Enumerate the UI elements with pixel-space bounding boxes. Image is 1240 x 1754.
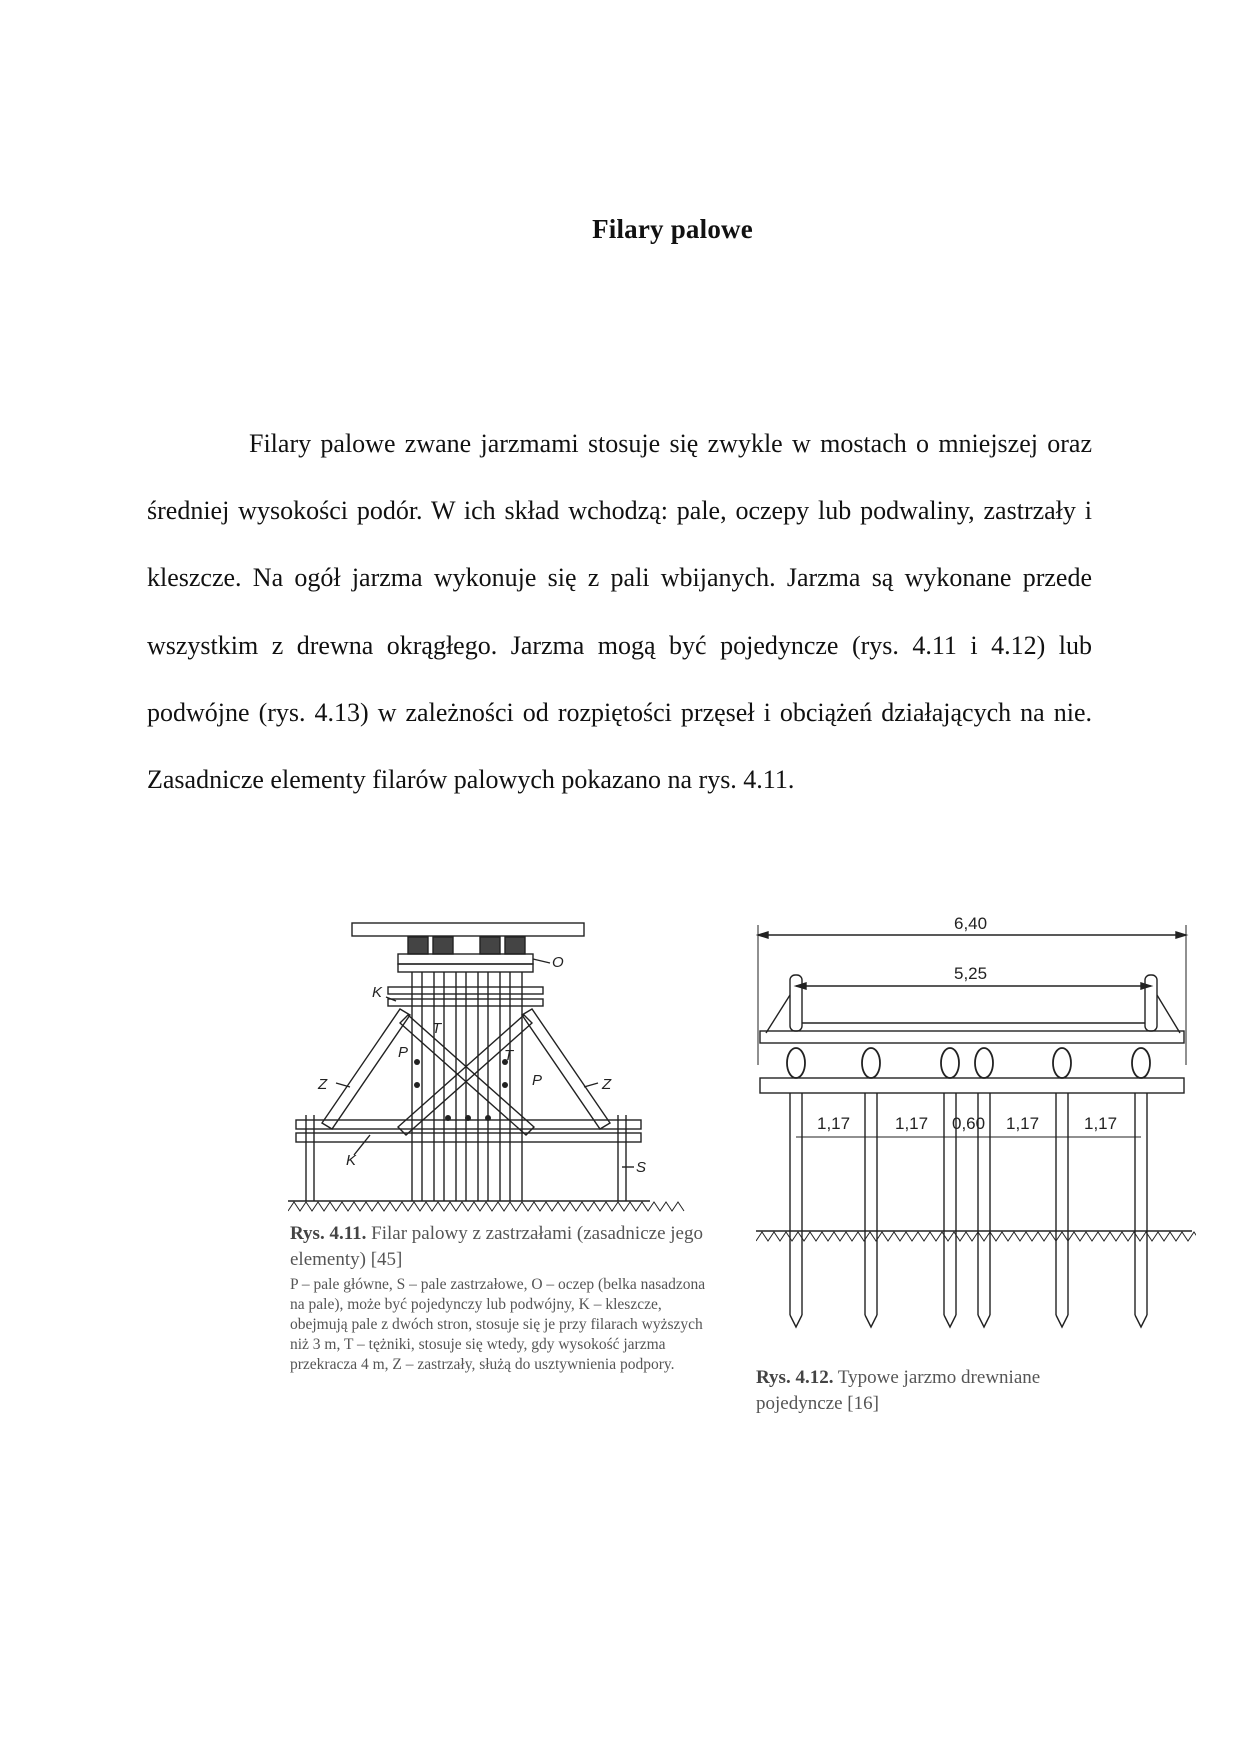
label-s: S xyxy=(636,1159,647,1176)
caption-description: P – pale główne, S – pale zastrzałowe, O – oczep (belka nasadzona na pale), może być pojedynczy lub podwójny, K – kleszcze, obejmują pale z dwóch stron, stosuje się je przy filarach wyższych niż 3 m, T – tężniki, stosuje się wtedy, gdy wysokość jarzma przekracza 4 m, Z – zastrzały, służą do usztywnienia podpory. xyxy=(290,1276,706,1373)
caption-title: Filar palowy z zastrzałami (zasadnicze jego elementy) [45] xyxy=(290,1223,703,1270)
dim-spacing-2: 1,17 xyxy=(895,1114,929,1133)
label-k-upper: K xyxy=(372,984,383,1001)
dim-overall: 6,40 xyxy=(954,915,988,933)
label-z-left: Z xyxy=(318,1076,328,1093)
page-title: Filary palowe xyxy=(592,214,753,244)
pile-pier-drawing xyxy=(288,915,708,1215)
figure-4-11-caption xyxy=(290,1221,710,1375)
caption-number: Rys. 4.11. xyxy=(290,1223,367,1244)
label-t-right: T xyxy=(504,1047,514,1064)
dim-spacing-5: 1,17 xyxy=(1084,1114,1118,1133)
figure-4-11 xyxy=(288,915,708,1375)
timber-trestle-drawing xyxy=(756,915,1196,1345)
paragraph: Filary palowe zwane jarzmami stosuje się zwykle w mostach o mniejszej oraz średniej wysokości podór. W ich skład wchodzą: pale, oczepy lub podwaliny, zastrzały i kleszcze. Na ogół jarzma wykonuje się z pali wbijanych. Jarzma są wykonane przede wszystkim z drewna okrągłego. Jarzma mogą być pojedyncze (rys. 4.11 i 4.12) lub podwójne (rys. 4.13) w zależności od rozpiętości przęseł i obciążeń działających na nie. Zasadnicze elementy filarów palowych pokazano na rys. 4.11. xyxy=(147,429,1092,795)
label-k-lower: K xyxy=(346,1152,357,1169)
dim-spacing-1: 1,17 xyxy=(817,1114,851,1133)
figure-4-12 xyxy=(756,915,1196,1414)
dim-spacing-3: 0,60 xyxy=(952,1114,986,1133)
label-o: O xyxy=(552,954,564,971)
dim-spacing-4: 1,17 xyxy=(1006,1114,1040,1133)
label-z-right: Z xyxy=(602,1076,612,1093)
dim-inner: 5,25 xyxy=(954,964,988,983)
label-p-right: P xyxy=(532,1072,543,1089)
label-p-left: P xyxy=(398,1044,409,1061)
figure-4-12-caption xyxy=(756,1365,1096,1417)
label-t-left: T xyxy=(432,1020,442,1037)
caption-number: Rys. 4.12. xyxy=(756,1367,834,1388)
body-text xyxy=(147,410,1092,813)
caption-title: Typowe jarzmo drewniane pojedyncze [16] xyxy=(756,1367,1041,1414)
